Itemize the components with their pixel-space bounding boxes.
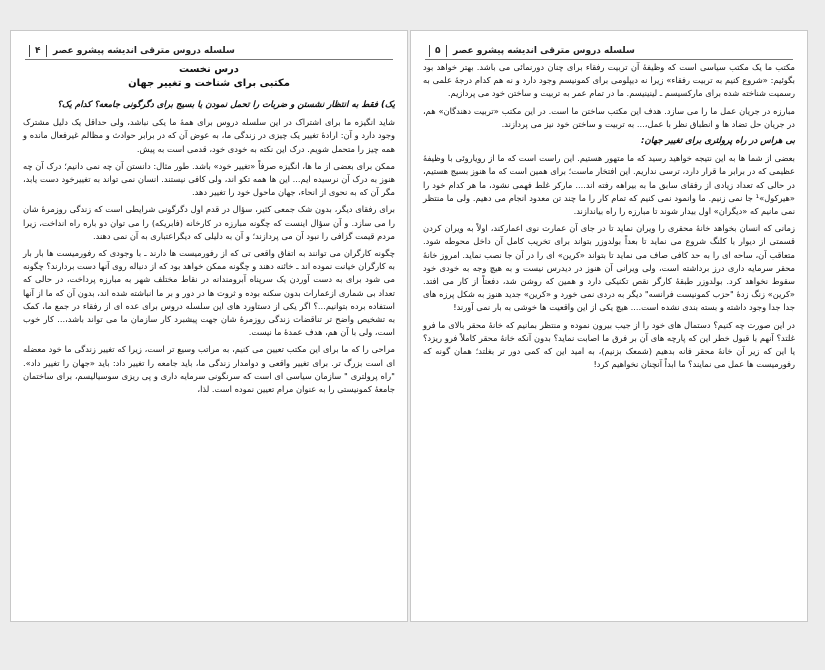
- book-spread: [10, 30, 808, 622]
- page-header: [25, 45, 393, 60]
- header-title: سلسله دروس مترقی اندیشه پیشرو عصر: [53, 46, 235, 56]
- paragraph: چگونه کارگران می توانند به اتفاق واقعی تی که از رفورمیست ها دارند ـ با وجودی که رفورمیست ها بار بار به کارگران خیانت نموده اند ـ خائنه دهند و چگونه ممکن خواهد بود که از دنباله روی آنها دست بردارند؟ چگونه می شود برای به دست آوردن یک سرپناه آبرومندانه در نقاط مختلف شهر به مبارزه پرداخت، در حالی که تعداد بی شماری ازعمارات بدون سکنه بوده و ثروت ها در دور و بر ما انباشته شده اند، بدون آن که ما از آنها استفاده برده بتوانیم...؟ اگر یکی از دستاورد های این سلسله دروس برای عده ای از رفقاء در جمع ما، کمک به تشخیص واضح تر تناقضات زندگی روزمرهٔ شان جهت پیشبرد کار سازمان ما می تواند باشد،... کار خوب است، ولی با آن هم، هدف عمدهٔ ما نیست.: [23, 248, 395, 338]
- paragraph: بعضی از شما ها به این نتیجه خواهید رسید که ما متهور هستیم. این راست است که ما از رویاروئی با وظیفهٔ عظیمی که در برابر ما قرار دارد، ترسی نداریم. این افتخار ماست؛ برای همین است که ما هنوز بسیج هستیم، در حالی که تعداد زیادی از رفقای سابق ما به بیراهه رفته اند.... مارکر غلط فهمی نشود، ما هر کدام خود را «هیرکول»¹ جا نمی زنیم. ما وانمود نمی کنیم که تمام کار را ما چند تن معدود انجام می دهیم. ولی ما منتظر نمی مانیم که «دیگران» اول بیدار شوند تا مبارزه را راه بیاندازند.: [423, 153, 795, 217]
- page-body: [423, 61, 795, 613]
- paragraph: مکتب ما یک مکتب سیاسی است که وظیفهٔ آن تربیت رفقاء برای چنان دورنمائی می باشد. بهتر خواهد بود بگوئیم: «شروع کنیم به تربیت رفقاء» زیرا نه دیپلومی برای کمونیسم وجود دارد و نه هم کدام درجهٔ علمی به رسمیت شناخته شده برای مارکسیسم ـ لینینیسم. ما در تمام عمر به تربیت و ساختن خود می پردازیم.: [423, 62, 795, 99]
- section-heading: بی هراس در راه پرولتری برای تغییر جهان:: [641, 136, 795, 147]
- section-heading: یک) فقط به انتظار نشستن و ضربات را تحمل نمودن یا بسیج برای دگرگونی جامعه؟ کدام یک؟: [57, 100, 395, 110]
- page-number: ۴: [29, 45, 47, 57]
- paragraph: در این صورت چه کنیم؟ دستمال های خود را از جیب بیرون نموده و منتظر بمانیم که خانهٔ محقر بالای ما فرو غلتد؟ آنهم با قبول خطر این که پارچه های آن بر فرق ما اصابت نماید؟ بدون آنکه خانهٔ محقر کاملاً فرو ریزد؟ یا این که زیر آن خانهٔ محقر فانه بدهیم (شمعک بزنیم)، به امید این که کمی دور تر بغلتد؛ همان گونه که رفورمیست ها عمل می نمایند؟ ما ابداً آنچنان نخواهیم کرد!: [423, 319, 795, 370]
- paragraph: مبارزه در جریان عمل ما را می سازد. هدف این مکتب ساختن ما است. در این مکتب «تربیت دهندگان» هم، در جریان حل تضاد ها و انطباق نظر با عمل،... به تربیت و ساختن خود نیز می پردازند.: [423, 105, 795, 129]
- paragraph: مراحی را که ما برای این مکتب تعیین می کنیم، به مراتب وسیع تر است، زیرا که تغییر زندگی ما خود معضله ای است بزرگ تر. برای تغییر واقعی و دوامدار زندگی ما، باید جامعه را تغییر داد: باید «جهان را تغییر داد». "راه پرولتری " سازمان سیاسی ای است که سرنگونی سرمایه داری و پی ریزی سوسیالیسم، برای ساختمان جامعهٔ کمونیستی را به عنوان مرام تعیین نموده است. لذا،: [23, 344, 395, 395]
- lesson-number: درس نخست: [179, 64, 239, 75]
- paragraph: ممکن برای بعضی از ما ها، انگیزه صرفاً «تغییر خود» باشد. طور مثال: دانستن آن چه نمی دانیم؛ درک آن چه هنوز به درک آن نرسیده ایم... این ها همه تکو اند، ولی کافی نیستند. انسان نمی تواند به تغییرخود دست یابد، مگر آن که به نحوی از انحاء، جهان ماحول خود را تغییر دهد.: [23, 160, 395, 198]
- paragraph: برای رفقای دیگر، بدون شک جمعی کثیر، سؤال در قدم اول دگرگونی شرایطی است که زندگی روزمرهٔ شان را می سازد. و آن سؤال اینست که چگونه مبارزه در کارخانه (فابریکه) را می توان دو باره راه انداخت، زیرا مردم قیمت گزافی را نبود آن می پردازند؛ و آن به دلیلی که دیگراعتباری به آن نمی دهند.: [23, 204, 395, 241]
- page-right: [410, 30, 808, 622]
- page-number: ۵: [429, 45, 447, 57]
- page-header: [425, 45, 793, 60]
- page-body: [23, 61, 395, 613]
- paragraph: شاید انگیزه ما برای اشتراک در این سلسله دروس برای همهٔ ما یکی نباشد، ولی حداقل یک دلیل مشترک وجود دارد و آن: ارادهٔ تغییر یک چیزی در زندگی ما، به عوض آن که در برابر حوادث و مظالم غیرفعال مانده و همه چیز را متحمل شویم. درک این نکته به خودی خود، قدمی است به پیش.: [23, 117, 395, 154]
- header-title: سلسله دروس مترقی اندیشه پیشرو عصر: [453, 46, 635, 56]
- lesson-title: مکتبی برای شناخت و تغییر جهان: [128, 78, 290, 89]
- page-left: [10, 30, 408, 622]
- paragraph: زمانی که انسان بخواهد خانهٔ محقری را ویران نماید تا در جای آن عمارت نوی اعمارکند، اولاً به ویران کردن قسمتی از دیوار با کلنگ شروع می نماید تا بعداً بولدوزر بتواند برای تخریب کامل آن داخل محوطه شود. متعاقب آن، ساحه ای را به حد کافی صاف می نماید تا بتواند «کرین» ای را در آن جا نصب نماید. امروز خانهٔ محقر سرمایه داری درز برداشته است، ولی ویرانی آن هنوز در دیدرس نیست و به هیچ وجه به خودی خود سقوط نخواهد کرد. بولدوزر طبقهٔ کارگر نقص تکنیکی دارد و همین که روشن شد، دفعتاً از کار می افتد. «کرین» زنگ زدهٔ "حزب کمونیست فرانسه" دیگر به دردی نمی خورد و «کرین» جدید هنوز به شکل پرزه های جدا جدا وجود داشته و بسته بندی نشده است.... هیچ یکی از این واقعیت ها خوشی به بار نمی آورند!: [423, 223, 795, 313]
